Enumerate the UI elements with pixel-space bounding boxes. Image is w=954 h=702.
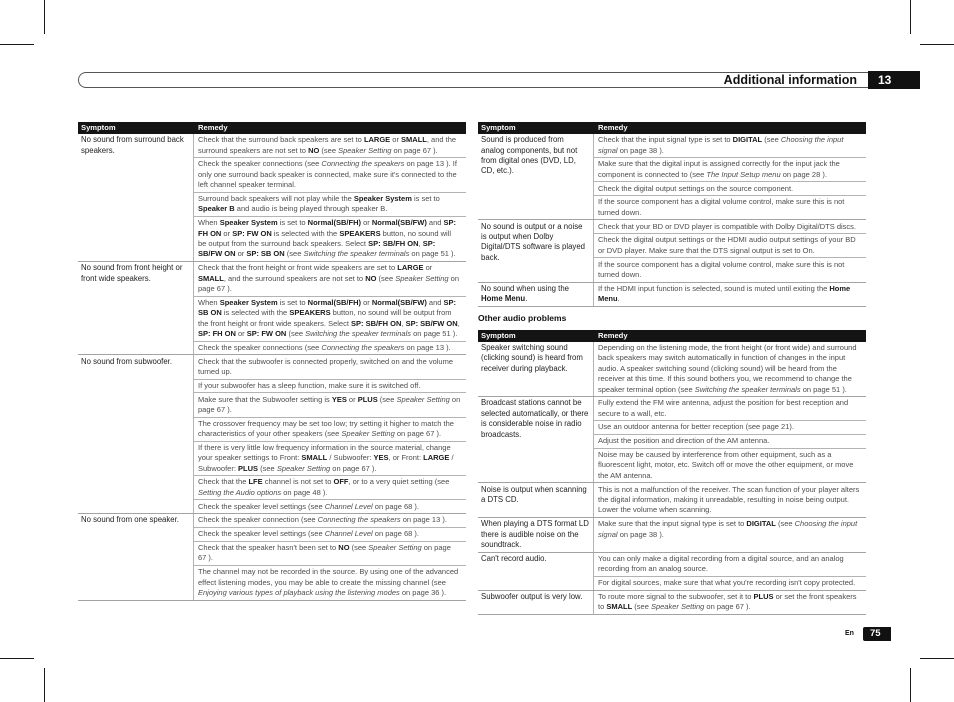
remedy-text: on page 36 ). — [399, 588, 447, 597]
remedy-text: (see — [775, 519, 795, 529]
remedy-text: Make sure that the input signal type is set to — [598, 519, 747, 529]
remedy-cell — [594, 483, 866, 517]
table-row — [78, 262, 466, 355]
page-reference: Channel Level — [324, 501, 373, 511]
crop-mark-bottom-right-vertical — [910, 668, 911, 702]
remedy-text: Make sure that the Subwoofer setting is — [198, 394, 332, 404]
setting-name: SP: SB ON — [198, 297, 457, 318]
page-reference: Speaker Setting — [650, 602, 705, 612]
table-header-row — [78, 122, 466, 134]
page-reference: Setting the Audio options — [198, 487, 282, 497]
crop-mark-bottom-left-horizontal — [0, 658, 34, 659]
remedy-text: , or to a very quiet setting (see — [348, 477, 450, 487]
remedy-cell — [194, 355, 466, 379]
page-reference: Connecting the speakers — [321, 159, 405, 169]
remedy-text: on page 51 ). — [409, 249, 456, 259]
remedy-cell — [194, 542, 466, 566]
remedy-cell — [194, 342, 466, 355]
setting-name: Normal(SB/FH) — [307, 297, 361, 307]
remedy-text: (see — [632, 602, 651, 612]
remedy-text: and — [426, 218, 444, 228]
remedy-text: on page 67 ). — [330, 463, 377, 473]
remedy-cell — [194, 476, 466, 500]
remedy-cell — [194, 566, 466, 600]
remedy-cell — [194, 217, 466, 261]
remedy-cell — [594, 591, 866, 614]
remedy-cell — [594, 421, 866, 435]
setting-name: Normal(SB/FW) — [371, 297, 427, 307]
remedy-text: Check that the subwoofer is connected properly, switched on and the volume turned up. — [198, 356, 454, 376]
page-number: 75 — [863, 627, 891, 641]
setting-name: SPEAKERS — [289, 308, 331, 318]
symptom-cell — [78, 262, 194, 354]
page-reference: Switching the speaker terminals — [694, 384, 801, 394]
remedy-text: button, no sound will be output from the front height or front wide speakers. Select — [198, 308, 452, 328]
remedy-cell — [594, 283, 866, 306]
setting-name: Home Menu — [598, 283, 851, 304]
symptom-text: No sound when using the — [481, 283, 569, 293]
setting-name: SP: FH ON — [198, 328, 236, 338]
page-reference: Speaker Setting — [395, 273, 449, 283]
remedy-text: Check the speaker connections (see — [198, 342, 322, 352]
remedy-cell — [194, 193, 466, 217]
remedy-text: , — [418, 238, 423, 248]
remedy-text: is selected with the — [271, 228, 340, 238]
remedy-text: Check that the front height or front wide speakers are set to — [198, 263, 398, 273]
symptom-cell — [478, 397, 594, 482]
remedy-text: The crossover frequency may be set too low; try setting it higher to match the characteristics of your other speakers (see — [198, 418, 454, 439]
remedy-text: When — [198, 297, 220, 307]
page-reference: The Input Setup menu — [706, 169, 781, 179]
setting-name: NO — [365, 273, 377, 283]
remedy-list — [194, 262, 466, 354]
remedy-cell — [594, 553, 866, 577]
remedy-text: on page 67 ). — [391, 145, 438, 155]
remedy-text: Check that the input signal type is set to — [598, 135, 733, 145]
setting-name: SMALL — [606, 602, 633, 612]
remedy-cell — [194, 262, 466, 297]
table-header-row — [478, 330, 866, 342]
crop-mark-top-right-horizontal — [920, 44, 954, 45]
remedy-text: (see — [258, 463, 277, 473]
remedy-text: Check that the surround back speakers are set to — [198, 135, 364, 145]
crop-mark-top-left-vertical — [44, 0, 45, 34]
remedy-text: on page 67 ). — [394, 429, 442, 439]
setting-name: SP: SB/FH ON — [351, 318, 402, 328]
crop-mark-bottom-right-horizontal — [920, 658, 954, 659]
page-reference: Speaker Setting — [341, 429, 395, 439]
table-row — [478, 283, 866, 307]
symptom-cell — [478, 591, 594, 614]
remedy-text: Check the digital output settings on the source component. — [598, 183, 794, 193]
right-column — [478, 122, 866, 615]
setting-name: DIGITAL — [732, 135, 763, 145]
remedy-text: If the source component has a digital volume control, make sure this is not turned down. — [598, 197, 845, 217]
remedy-text: on page 38 ). — [617, 145, 664, 155]
page-reference: Switching the speaker terminals — [303, 249, 410, 259]
symptom-text: Speaker switching sound (clicking sound) is heard from receiver during playback. — [481, 342, 583, 373]
table-row — [478, 518, 866, 553]
remedy-text: To route more signal to the subwoofer, set it to — [598, 591, 754, 601]
table-row — [478, 342, 866, 397]
remedy-cell — [594, 518, 866, 541]
symptom-cell — [478, 483, 594, 517]
remedy-column-header: Remedy — [598, 123, 628, 132]
remedy-text: Check the speaker level settings (see — [198, 529, 325, 539]
remedy-text: Check the speaker connections (see — [198, 159, 322, 169]
symptom-cell — [478, 220, 594, 281]
table-row — [78, 134, 466, 262]
remedy-text: , — [457, 318, 460, 328]
speaker-troubleshooting-table — [78, 122, 466, 601]
symptom-text: No sound from front height or front wide speakers. — [81, 263, 183, 283]
remedy-list — [194, 355, 466, 513]
remedy-text: / Subwoofer: — [198, 453, 454, 473]
remedy-text: Make sure that the digital input is assigned correctly for the input jack the component is connected to (see — [598, 159, 840, 179]
section-title: Additional information — [723, 73, 857, 87]
remedy-text: Adjust the position and direction of the AM antenna. — [598, 436, 770, 446]
remedy-text: . — [617, 294, 620, 304]
remedy-cell — [194, 418, 466, 442]
page-reference: Choosing the input signal — [598, 519, 858, 539]
remedy-text: on page 67 ). — [198, 394, 461, 414]
remedy-cell — [594, 435, 866, 449]
setting-name: Speaker System — [219, 218, 278, 228]
remedy-list — [594, 342, 866, 396]
symptom-text: Broadcast stations cannot be selected automatically, or there is considerable noise in radio broadcasts. — [481, 398, 589, 439]
page-reference: Speaker Setting — [276, 463, 331, 473]
remedy-text: Surround back speakers will not play while the — [198, 193, 354, 203]
symptom-text: No sound from surround back speakers. — [81, 135, 184, 155]
setting-name: SMALL — [401, 135, 427, 145]
symptom-text: No sound from one speaker. — [81, 515, 179, 525]
remedy-text: is set to — [277, 218, 308, 228]
setting-name: SP: SB ON — [246, 249, 285, 259]
remedy-cell — [594, 196, 866, 219]
remedy-list — [594, 134, 866, 219]
remedy-text: on page 28 ). — [780, 169, 827, 179]
remedy-cell — [594, 342, 866, 396]
remedy-text: Check the digital output settings or the HDMI audio output settings of your BD or DVD player. Make sure that the DTS signal output is set to On. — [598, 235, 856, 255]
symptom-text: . — [525, 294, 528, 304]
remedy-cell — [594, 258, 866, 281]
setting-name: PLUS — [753, 591, 774, 601]
remedy-text: or — [221, 228, 233, 238]
remedy-text: Noise may be caused by interference from other equipment, such as a fluorescent light, motor, etc. Switch off or move the other equipment, or move the AM antenna. — [598, 450, 854, 480]
page-reference: Connecting the speakers — [321, 342, 405, 352]
setting-name: NO — [308, 145, 320, 155]
remedy-cell — [194, 528, 466, 542]
remedy-list — [194, 514, 466, 599]
table-row — [478, 397, 866, 483]
page-reference: Choosing the input signal — [598, 135, 844, 155]
setting-name: Speaker B — [198, 204, 235, 214]
remedy-text: is selected with the — [221, 308, 290, 318]
remedy-text: on page 67 ). — [198, 273, 460, 293]
remedy-list — [594, 591, 866, 614]
remedy-cell — [594, 577, 866, 590]
setting-name: SP: SB/FW ON — [198, 238, 436, 259]
remedy-list — [594, 397, 866, 482]
table-row — [78, 514, 466, 600]
symptom-text: Subwoofer output is very low. — [481, 591, 583, 601]
setting-name: PLUS — [238, 463, 259, 473]
setting-name: SP: SB/FW ON — [405, 318, 458, 328]
crop-mark-bottom-left-vertical — [44, 668, 45, 702]
remedy-text: or — [423, 263, 433, 273]
symptom-cell — [478, 283, 594, 306]
symptom-cell — [78, 355, 194, 513]
table-row — [478, 591, 866, 615]
remedy-text: The channel may not be recorded in the source. By using one of the advanced effect listening modes, you may be able to create the missing channel (see — [198, 567, 459, 587]
remedy-text: on page 13 ). If only one surround back speaker is connected, make sure it's connected to the left channel speaker terminal. — [198, 159, 457, 190]
setting-name: SP: FW ON — [246, 328, 287, 338]
setting-name: LFE — [248, 477, 263, 487]
page-reference: Switching the speaker terminals — [305, 328, 412, 338]
remedy-text: (see — [377, 394, 397, 404]
remedy-cell — [194, 297, 466, 342]
remedy-text: on page 68 ). — [372, 501, 419, 511]
remedy-text: If there is very little low frequency information in the source material, change your speaker settings to Front: — [198, 442, 451, 463]
crop-mark-top-left-horizontal — [0, 44, 34, 45]
remedy-text: (see — [376, 273, 396, 283]
symptom-text: No sound from subwoofer. — [81, 356, 173, 366]
section-heading: Other audio problems — [478, 312, 567, 323]
setting-name: SMALL — [301, 453, 328, 463]
table-row — [478, 483, 866, 518]
setting-name: Speaker System — [219, 297, 278, 307]
setting-name: YES — [373, 453, 389, 463]
remedy-text: When — [198, 218, 220, 228]
remedy-text: Check that the speaker hasn't been set to — [198, 543, 339, 552]
symptom-text: Sound is produced from analog components, but not from digital ones (DVD, LD, CD, etc.). — [481, 135, 578, 176]
remedy-text: on page 51 ). — [800, 384, 847, 394]
setting-name: Normal(SB/FW) — [371, 218, 427, 228]
table-row — [478, 220, 866, 282]
remedy-cell — [194, 393, 466, 417]
remedy-cell — [194, 500, 466, 513]
remedy-text: and — [426, 297, 444, 307]
remedy-text: on page 13 ). — [404, 342, 451, 352]
remedy-text: or — [235, 328, 247, 338]
remedy-text: If the source component has a digital volume control, make sure this is not turned down. — [598, 259, 845, 279]
crop-mark-top-right-vertical — [910, 0, 911, 34]
remedy-text: on page 68 ). — [372, 529, 419, 539]
remedy-cell — [194, 380, 466, 394]
symptom-column-header: Symptom — [81, 123, 116, 132]
remedy-text: Use an outdoor antenna for better reception (see page 21). — [598, 422, 794, 432]
remedy-text: on page 38 ). — [617, 529, 664, 539]
remedy-list — [594, 483, 866, 517]
digital-audio-troubleshooting-table — [478, 122, 866, 307]
remedy-text: This is not a malfunction of the receiver. The scan function of your player alters the digital information, making it unreadable, resulting in noise being output. Lower the volume when scanning. — [598, 484, 860, 515]
symptom-column-header: Symptom — [481, 123, 516, 132]
remedy-text: Fully extend the FM wire antenna, adjust the position for best reception and secure to a wall, etc. — [598, 398, 849, 418]
remedy-text: on page 13 ). — [400, 515, 447, 525]
setting-name: SP: SB/FH ON — [368, 238, 419, 248]
remedy-text: (see — [286, 328, 306, 338]
remedy-text: on page 67 ). — [198, 543, 451, 563]
remedy-text: or — [390, 135, 402, 145]
remedy-text: or — [235, 249, 247, 259]
setting-name: LARGE — [423, 453, 450, 463]
remedy-text: , or Front: — [388, 453, 424, 463]
remedy-text: Depending on the listening mode, the front height (or front wide) and surround back speakers may switch automatically in function of changes in the input audio. A speaker switching sound (clicking sound) will be heard from the receiver at this time. If this sound bothers you, we recommend to change the speaker terminal option (see — [598, 342, 857, 394]
symptom-text: No sound is output or a noise is output when Dolby Digital/DTS software is played back. — [481, 221, 585, 262]
remedy-list — [594, 283, 866, 306]
remedy-text: or set the front speakers to — [598, 591, 857, 612]
table-row — [478, 134, 866, 220]
remedy-text: is set to — [277, 297, 308, 307]
remedy-cell — [194, 158, 466, 193]
remedy-cell — [194, 134, 466, 158]
symptom-cell — [78, 134, 194, 261]
remedy-text: on page 48 ). — [281, 487, 328, 497]
symptom-cell — [478, 134, 594, 219]
remedy-cell — [594, 449, 866, 483]
page-reference: Speaker Setting — [396, 394, 450, 404]
remedy-cell — [194, 442, 466, 477]
remedy-text: If your subwoofer has a sleep function, make sure it is switched off. — [198, 380, 421, 390]
page-reference: Channel Level — [324, 529, 373, 539]
page-reference: Enjoying various types of playback using the listening modes — [198, 588, 400, 597]
remedy-cell — [194, 514, 466, 528]
remedy-text: is set to — [411, 193, 440, 203]
remedy-text: / Subwoofer: — [327, 453, 374, 463]
symptom-column-header: Symptom — [481, 330, 516, 340]
symptom-cell — [478, 342, 594, 396]
remedy-cell — [594, 220, 866, 234]
remedy-cell — [594, 182, 866, 196]
setting-name: LARGE — [397, 263, 424, 273]
symptom-cell — [78, 514, 194, 599]
remedy-text: If the HDMI input function is selected, sound is muted until exiting the — [598, 283, 830, 293]
page-reference: Speaker Setting — [368, 543, 422, 552]
remedy-text: on page 67 ). — [704, 602, 751, 612]
symptom-text: Can't record audio. — [481, 553, 547, 563]
setting-name: Speaker System — [353, 193, 412, 203]
remedy-list — [594, 518, 866, 552]
setting-name: SP: FW ON — [232, 228, 272, 238]
remedy-text: (see — [762, 135, 781, 145]
remedy-text: You can only make a digital recording from a digital source, and an analog recording from an analog source. — [598, 553, 844, 574]
table-row — [478, 553, 866, 591]
remedy-text: channel is not set to — [262, 477, 334, 487]
symptom-text: Noise is output when scanning a DTS CD. — [481, 484, 587, 505]
page-reference: Connecting the speakers — [317, 515, 401, 525]
setting-name: Normal(SB/FH) — [307, 218, 361, 228]
remedy-text: Check that your BD or DVD player is compatible with Dolby Digital/DTS discs. — [598, 221, 857, 231]
remedy-text: or — [346, 394, 358, 404]
remedy-text: on page 51 ). — [411, 328, 458, 338]
remedy-cell — [594, 397, 866, 421]
remedy-text: button, no sound will be output from the surround back speakers. Select — [198, 228, 452, 248]
setting-name: SPEAKERS — [339, 228, 381, 238]
page-reference: Speaker Setting — [338, 145, 392, 155]
remedy-text: , and the surround speakers are not set to — [223, 273, 366, 283]
remedy-text: Check that the — [198, 477, 249, 487]
remedy-text: For digital sources, make sure that what you're recording isn't copy protected. — [598, 578, 856, 587]
symptom-cell — [478, 553, 594, 590]
remedy-cell — [594, 234, 866, 258]
setting-name: OFF — [333, 477, 349, 487]
remedy-list — [594, 220, 866, 281]
symptom-cell — [478, 518, 594, 552]
setting-name: PLUS — [357, 394, 378, 404]
remedy-list — [194, 134, 466, 261]
remedy-text: Check the speaker level settings (see — [198, 501, 325, 511]
setting-name: DIGITAL — [746, 519, 776, 529]
table-header-row — [478, 122, 866, 134]
remedy-column-header: Remedy — [598, 330, 628, 340]
setting-name: LARGE — [363, 135, 391, 145]
remedy-text: Check the speaker connection (see — [198, 515, 318, 525]
remedy-text: (see — [284, 249, 304, 259]
remedy-text: (see — [319, 145, 339, 155]
remedy-column-header: Remedy — [198, 123, 228, 132]
symptom-text: When playing a DTS format LD there is audible noise on the soundtrack. — [481, 519, 589, 550]
remedy-text: and audio is being played through speaker B. — [234, 204, 388, 214]
setting-name: SP: FH ON — [198, 218, 457, 238]
chapter-number-badge: 13 — [868, 71, 920, 89]
remedy-text: , — [401, 318, 406, 328]
remedy-cell — [594, 134, 866, 158]
table-row — [78, 355, 466, 514]
setting-name: SMALL — [198, 273, 224, 283]
remedy-list — [594, 553, 866, 590]
remedy-text: or — [361, 297, 372, 307]
language-label: En — [845, 630, 854, 637]
setting-name: YES — [331, 394, 347, 404]
setting-name: NO — [338, 543, 350, 552]
remedy-cell — [594, 158, 866, 182]
remedy-text: (see — [349, 543, 369, 552]
other-audio-problems-table — [478, 330, 866, 615]
setting-name: Home Menu — [481, 294, 526, 304]
remedy-text: or — [361, 218, 372, 228]
remedy-text: , and the surround speakers are not set to — [198, 135, 457, 155]
